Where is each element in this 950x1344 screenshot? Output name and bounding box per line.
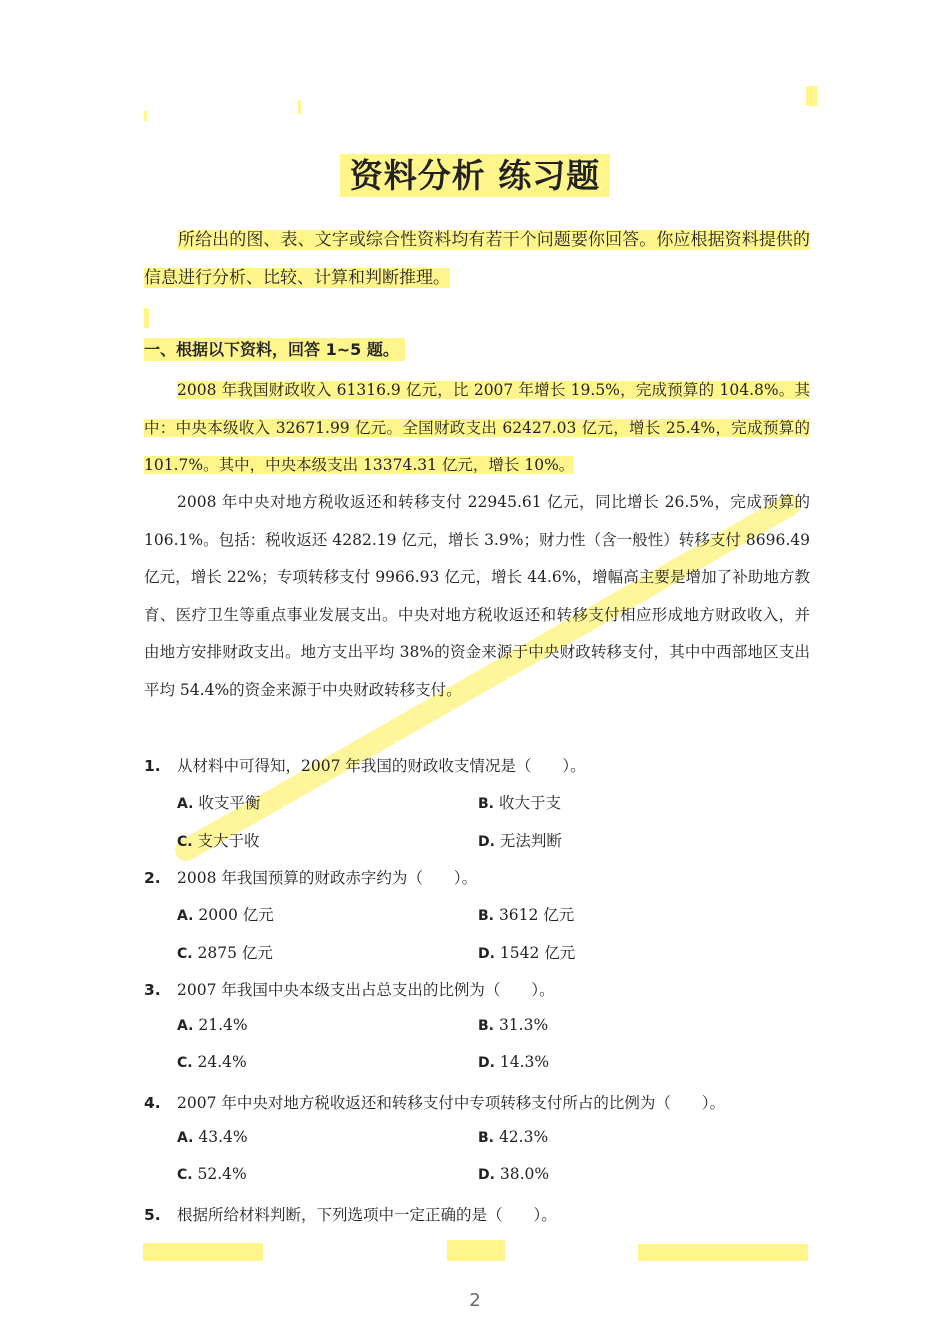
option-b[interactable]: B. 31.3%	[478, 1016, 549, 1034]
page-number: 2	[469, 1290, 481, 1311]
option-c[interactable]: C. 24.4%	[177, 1053, 247, 1071]
option-c[interactable]: C. 2875 亿元	[177, 944, 273, 962]
question-number: 1.	[144, 757, 161, 775]
option-b[interactable]: B. 3612 亿元	[478, 906, 575, 924]
question-4	[144, 1091, 725, 1113]
passage-paragraph-1: 2008 年我国财政收入 61316.9 亿元，比 2007 年增长 19.5%，完成预算的 104.8%。其中：中央本级收入 32671.99 亿元。全国财政支出 62427.03 亿元，增长 25.4%，完成预算的 101.7%。其中，中央本级支出 13374.31 亿元，增长 10%。	[144, 381, 810, 474]
option-b[interactable]: B. 42.3%	[478, 1128, 549, 1146]
option-b[interactable]: B. 收大于支	[478, 794, 561, 812]
option-d[interactable]: D. 38.0%	[478, 1165, 550, 1183]
question-text: 2007 年中央对地方税收返还和转移支付中专项转移支付所占的比例为（ ）。	[177, 1094, 726, 1112]
question-3	[144, 978, 555, 1000]
question-5	[144, 1203, 557, 1225]
question-number: 3.	[144, 981, 161, 999]
option-a[interactable]: A. 43.4%	[177, 1128, 248, 1146]
option-c[interactable]: C. 支大于收	[177, 832, 260, 850]
question-text: 根据所给材料判断，下列选项中一定正确的是（ ）。	[177, 1206, 557, 1224]
intro-paragraph: 所给出的图、表、文字或综合性资料均有若干个问题要你回答。你应根据资料提供的信息进行分析、比较、计算和判断推理。	[144, 230, 810, 288]
option-a[interactable]: A. 2000 亿元	[177, 906, 274, 924]
question-text: 从材料中可得知，2007 年我国的财政收支情况是（ ）。	[177, 757, 586, 775]
section-heading: 一、根据以下资料，回答 1~5 题。	[144, 337, 405, 360]
option-d[interactable]: D. 1542 亿元	[478, 944, 576, 962]
option-a[interactable]: A. 收支平衡	[177, 794, 261, 812]
option-a[interactable]: A. 21.4%	[177, 1016, 248, 1034]
option-c[interactable]: C. 52.4%	[177, 1165, 247, 1183]
question-number: 4.	[144, 1094, 161, 1112]
question-1	[144, 754, 586, 776]
question-number: 5.	[144, 1206, 161, 1224]
question-text: 2007 年我国中央本级支出占总支出的比例为（ ）。	[177, 981, 555, 999]
option-d[interactable]: D. 14.3%	[478, 1053, 550, 1071]
question-text: 2008 年我国预算的财政赤字约为（ ）。	[177, 869, 478, 887]
page-title: 资料分析 练习题	[0, 150, 950, 197]
option-d[interactable]: D. 无法判断	[478, 832, 562, 850]
question-2	[144, 866, 477, 888]
passage-paragraph-2: 2008 年中央对地方税收返还和转移支付 22945.61 亿元，同比增长 26.5%，完成预算的 106.1%。包括：税收返还 4282.19 亿元，增长 3.9%；财力性（含一般性）转移支付 8696.49 亿元，增长 22%；专项转移支付 9966.93 亿元，增长 44.6%，增幅高主要是增加了补助地方教育、医疗卫生等重点事业发展支出。中央对地方税收返还和转移支付相应形成地方财政收入，并由地方安排财政支出。地方支出平均 38%的资金来源于中央财政转移支付，其中中西部地区支出平均 54.4%的资金来源于中央财政转移支付。	[144, 493, 810, 699]
question-number: 2.	[144, 869, 161, 887]
